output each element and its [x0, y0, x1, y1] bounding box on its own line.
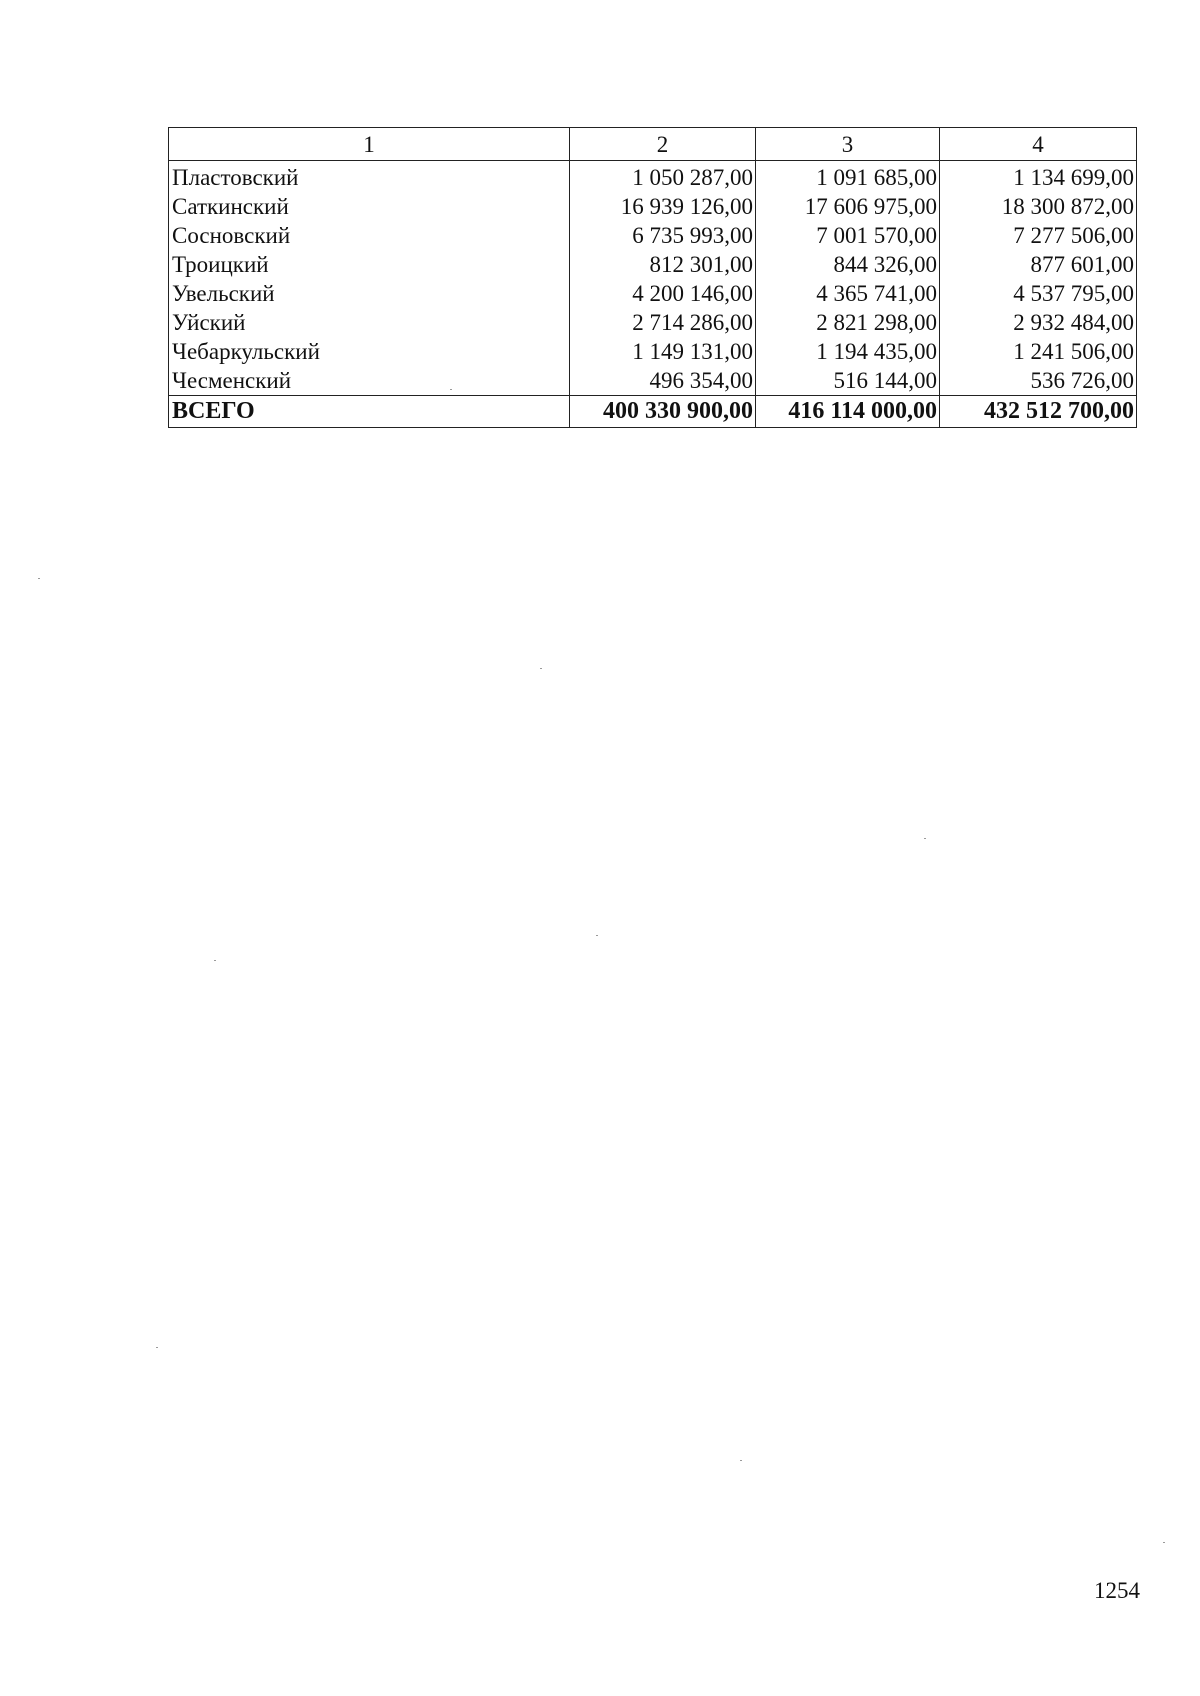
budget-table	[168, 127, 1137, 428]
scan-speck	[1163, 1542, 1165, 1543]
value-col-4: 4 537 795,00	[940, 279, 1137, 308]
column-header-1: 1	[169, 128, 570, 161]
table-row	[169, 337, 1137, 366]
table-row	[169, 161, 1137, 193]
table-header-row	[169, 128, 1137, 161]
value-col-2: 812 301,00	[570, 250, 756, 279]
table-row	[169, 250, 1137, 279]
total-row	[169, 396, 1137, 428]
value-col-3: 516 144,00	[756, 366, 940, 396]
total-col-3: 416 114 000,00	[756, 396, 940, 428]
value-col-4: 536 726,00	[940, 366, 1137, 396]
value-col-3: 844 326,00	[756, 250, 940, 279]
table-row	[169, 192, 1137, 221]
value-col-3: 1 194 435,00	[756, 337, 940, 366]
value-col-4: 1 241 506,00	[940, 337, 1137, 366]
value-col-3: 7 001 570,00	[756, 221, 940, 250]
table-row	[169, 366, 1137, 396]
value-col-2: 1 149 131,00	[570, 337, 756, 366]
district-name: Троицкий	[169, 250, 570, 279]
scan-speck	[38, 578, 40, 579]
value-col-2: 16 939 126,00	[570, 192, 756, 221]
district-name: Уйский	[169, 308, 570, 337]
scan-speck	[924, 838, 926, 839]
page-number: 1254	[1094, 1578, 1140, 1603]
value-col-2: 1 050 287,00	[570, 161, 756, 193]
value-col-2: 2 714 286,00	[570, 308, 756, 337]
value-col-3: 4 365 741,00	[756, 279, 940, 308]
value-col-4: 2 932 484,00	[940, 308, 1137, 337]
value-col-3: 1 091 685,00	[756, 161, 940, 193]
column-header-3: 3	[756, 128, 940, 161]
value-col-4: 18 300 872,00	[940, 192, 1137, 221]
table-row	[169, 308, 1137, 337]
scan-speck	[450, 389, 452, 390]
district-name: Саткинский	[169, 192, 570, 221]
column-header-4: 4	[940, 128, 1137, 161]
scan-speck	[740, 1460, 742, 1461]
scan-speck	[596, 935, 598, 936]
district-name: Сосновский	[169, 221, 570, 250]
total-col-2: 400 330 900,00	[570, 396, 756, 428]
value-col-4: 1 134 699,00	[940, 161, 1137, 193]
district-name: Пластовский	[169, 161, 570, 193]
value-col-2: 4 200 146,00	[570, 279, 756, 308]
table-row	[169, 279, 1137, 308]
value-col-2: 496 354,00	[570, 366, 756, 396]
district-name: Чебаркульский	[169, 337, 570, 366]
value-col-2: 6 735 993,00	[570, 221, 756, 250]
value-col-4: 7 277 506,00	[940, 221, 1137, 250]
value-col-3: 17 606 975,00	[756, 192, 940, 221]
column-header-2: 2	[570, 128, 756, 161]
district-name: Чесменский	[169, 366, 570, 396]
scan-speck	[156, 1347, 158, 1348]
scan-speck	[214, 960, 216, 961]
district-name: Увельский	[169, 279, 570, 308]
value-col-4: 877 601,00	[940, 250, 1137, 279]
table-row	[169, 221, 1137, 250]
total-col-4: 432 512 700,00	[940, 396, 1137, 428]
scan-speck	[540, 668, 542, 669]
total-label: ВСЕГО	[169, 396, 570, 428]
value-col-3: 2 821 298,00	[756, 308, 940, 337]
